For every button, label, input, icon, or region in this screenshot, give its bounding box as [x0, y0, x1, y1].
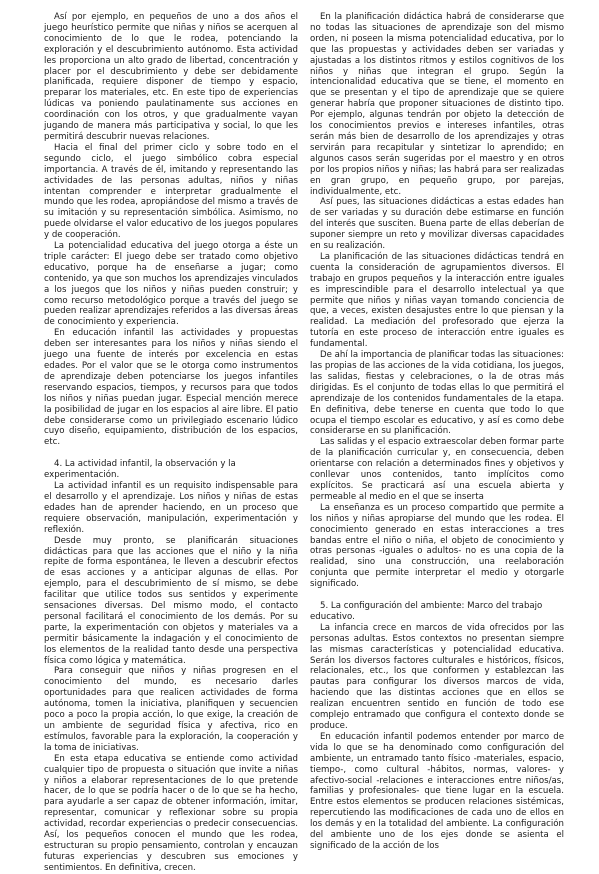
section-heading: 4. La actividad infantil, la observación y la experimentación. [44, 459, 236, 481]
paragraph: La potencialidad educativa del juego otorga a éste un triple carácter: El juego debe ser tratado como objetivo educativo, porque ha de enseñarse a jugar; como contenido, ya que son muchos los aprendizajes vinculados a los juegos que los niños y niñas pueden construir; y como recurso metodológico porque a través del juego se pueden realizar aprendizajes referidos a las diversas áreas de conocimiento y experiencia. [44, 241, 298, 328]
paragraph: Así pues, las situaciones didácticas a estas edades han de ser variadas y su duración debe estimarse en función del interés que susciten. Buena parte de ellas deberían de suponer siempre un reto y movilizar diversas capacidades en su realización. [310, 197, 564, 252]
left-column [44, 12, 298, 873]
paragraph: La actividad infantil es un requisito indispensable para el desarrollo y el aprendizaje. Los niños y niñas de estas edades han de aprender haciendo, en un proceso que requiere observación, manipulación, experimentación y reflexión. [44, 481, 298, 535]
section-heading: 5. La configuración del ambiente: Marco del trabajo educativo. [310, 601, 543, 622]
paragraph: La infancia crece en marcos de vida ofrecidos por las personas adultas. Estos contextos no presentan siempre las mismas características y potencialidad educativa. Serán los diversos factores culturales e históricos, físicos, relacionales, etc., los que conformen y establezcan las pautas para configurar los diversos marcos de vida, haciendo que las distintas acciones que en ellos se realizan encuentren sentido en función de todo ese complejo entramado que configura el contexto donde se produce. [310, 622, 564, 731]
paragraph: La enseñanza es un proceso compartido que permite a los niños y niñas apropiarse del mundo que les rodea. El conocimiento generado en estas interacciones a tres bandas entre el niño o niña, el objeto de conocimiento y otras personas -iguales o adultos- no es una copia de la realidad, sino una construcción, una reelaboración conjunta que permite interpretar el medio y otorgarle significado. [310, 502, 564, 590]
document-page [44, 12, 564, 873]
paragraph: En esta etapa educativa se entiende como actividad cualquier tipo de propuesta o situación que invite a niñas y niños a elaborar representaciones de lo que pretende hacer, de lo que se podría hacer o de lo que se ha hecho, para ayudarle a ser capaz de obtener información, imitar, representar, comunicar y reflexionar sobre su propia actividad, recordar experiencias o predecir consecuencias. Así, los pequeños conocen el mundo que les rodea, estructuran su propio pensamiento, controlan y encauzan futuras experiencias y descubren sus emociones y sentimientos. En definitiva, crecen. [44, 753, 298, 873]
paragraph: Hacia el final del primer ciclo y sobre todo en el segundo ciclo, el juego simbólico cobra especial importancia. A través de él, imitando y representando las actividades de las personas adultas, niños y niñas intentan comprender e interpretar gradualmente el mundo que les rodea, apropiándose del mismo a través de su imitación y su representación simbólica. Asimismo, no puede olvidarse el valor educativo de los juegos populares y de cooperación. [44, 142, 298, 241]
paragraph: En educación infantil podemos entender por marco de vida lo que se ha denominado como configuración del ambiente, un entramado tanto físico -materiales, espacio, tiempo-, como cultural -hábitos, normas, valores- y afectivo-social -relaciones e interacciones entre niños/as, familias y profesionales- que tiene lugar en la escuela. Entre estos elementos se producen relaciones sistémicas, repercutiendo las modificaciones de cada uno de ellos en los demás y en la totalidad del ambiente. La configuración del ambiente uno de los ejes donde se asienta el significado de la acción de los [310, 731, 564, 851]
paragraph: La planificación de las situaciones didácticas tendrá en cuenta la consideración de agrupamientos diversos. El trabajo en grupos pequeños y la interacción entre iguales es imprescindible para el desarrollo intelectual ya que permite que niños y niñas vayan tomando conciencia de que, a veces, existen desajustes entre lo que piensan y la realidad. La mediación del profesorado que ejerza la tutoría en este proceso de interacción entre iguales es fundamental. [310, 251, 564, 350]
paragraph: Así por ejemplo, en pequeños de uno a dos años el juego heurístico permite que niñas y niños se acerquen al conocimiento de lo que le rodea, potenciando la exploración y el descubrimiento autónomo. Esta actividad les proporciona un alto grado de libertad, concentración y placer por el descubrimiento y debe ser debidamente planificada, requiere disponer de tiempo y espacio, preparar los materiales, etc. En este tipo de experiencias lúdicas va poniendo paulatinamente sus acciones en coordinación con los otros, y que gradualmente vayan jugando de manera más participativa y social, lo que les permitirá descubrir nuevas relaciones. [44, 12, 298, 142]
right-column [310, 12, 564, 851]
paragraph: En la planificación didáctica habrá de considerarse que no todas las situaciones de aprendizaje son del mismo orden, ni poseen la misma potencialidad educativa, por lo que las propuestas y actividades deben ser variadas y ajustadas a los distintos ritmos y estilos cognitivos de los niños y niñas que integran el grupo. Según la intencionalidad educativa que se tiene, el momento en que se presentan y el tipo de aprendizaje que se quiere generar habría que proponer situaciones de distinto tipo. Por ejemplo, algunas tendrán por objeto la detección de los conocimientos previos e intereses infantiles, otras serán más bien de desarrollo de los aprendizajes y otras servirán para recapitular y sintetizar lo aprendido; en algunos casos serán sugeridas por el maestro y en otros por los propios niños y niñas; las habrá para ser realizadas en gran grupo, en pequeño grupo, por parejas, individualmente, etc. [310, 12, 564, 197]
paragraph: Desde muy pronto, se planificarán situaciones didácticas para que las acciones que el niño y la niña repite de forma espontánea, le lleven a descubrir efectos de esas acciones y a anticipar algunas de ellas. Por ejemplo, para el descubrimiento de sí mismo, se debe facilitar que utilice todos sus sentidos y experimente sensaciones diversas. Del mismo modo, el contacto personal facilitará el conocimiento de los demás. Por su parte, la experimentación con objetos y materiales va a permitir básicamente la indagación y el conocimiento de los elementos de la realidad tanto desde una perspectiva física como lógica y matemática. [44, 535, 298, 666]
paragraph: Para conseguir que niños y niñas progresen en el conocimiento del mundo, es necesario darles oportunidades para que realicen actividades de forma autónoma, tomen la iniciativa, planifiquen y secuencien poco a poco la propia acción, lo que exige, la creación de un ambiente de seguridad física y afectiva, rico en estímulos, favorable para la exploración, la cooperación y la toma de iniciativas. [44, 666, 298, 753]
paragraph: En educación infantil las actividades y propuestas deben ser interesantes para los niños y niñas siendo el juego una fuente de interés por excelencia en estas edades. Por el valor que se le otorga como instrumentos de aprendizaje deben potenciarse los juegos infantiles reservando espacios, tiempos, y recursos para que todos los niños y niñas puedan jugar. Especial mención merece la posibilidad de jugar en los espacios al aire libre. El patio debe considerarse como un privilegiado escenario lúdico cuyo diseño, equipamiento, distribución de los espacios, etc. [44, 328, 298, 448]
paragraph: Las salidas y el espacio extraescolar deben formar parte de la planificación curricular y, en consecuencia, deben orientarse con relación a determinados fines y objetivos y conllevar unos contenidos, tanto implícitos como explícitos. Se practicará así una escuela abierta y permeable al medio en el que se inserta [310, 437, 564, 502]
paragraph: De ahí la importancia de planificar todas las situaciones: las propias de las acciones de la vida cotidiana, los juegos, las salidas, fiestas y celebraciones, o la de otras más dirigidas. Es el conjunto de todas ellas lo que permitirá el aprendizaje de los contenidos fundamentales de la etapa. En definitiva, debe tenerse en cuenta que todo lo que ocupa el tiempo escolar es educativo, y así es como debe considerarse en su planificación. [310, 350, 564, 437]
